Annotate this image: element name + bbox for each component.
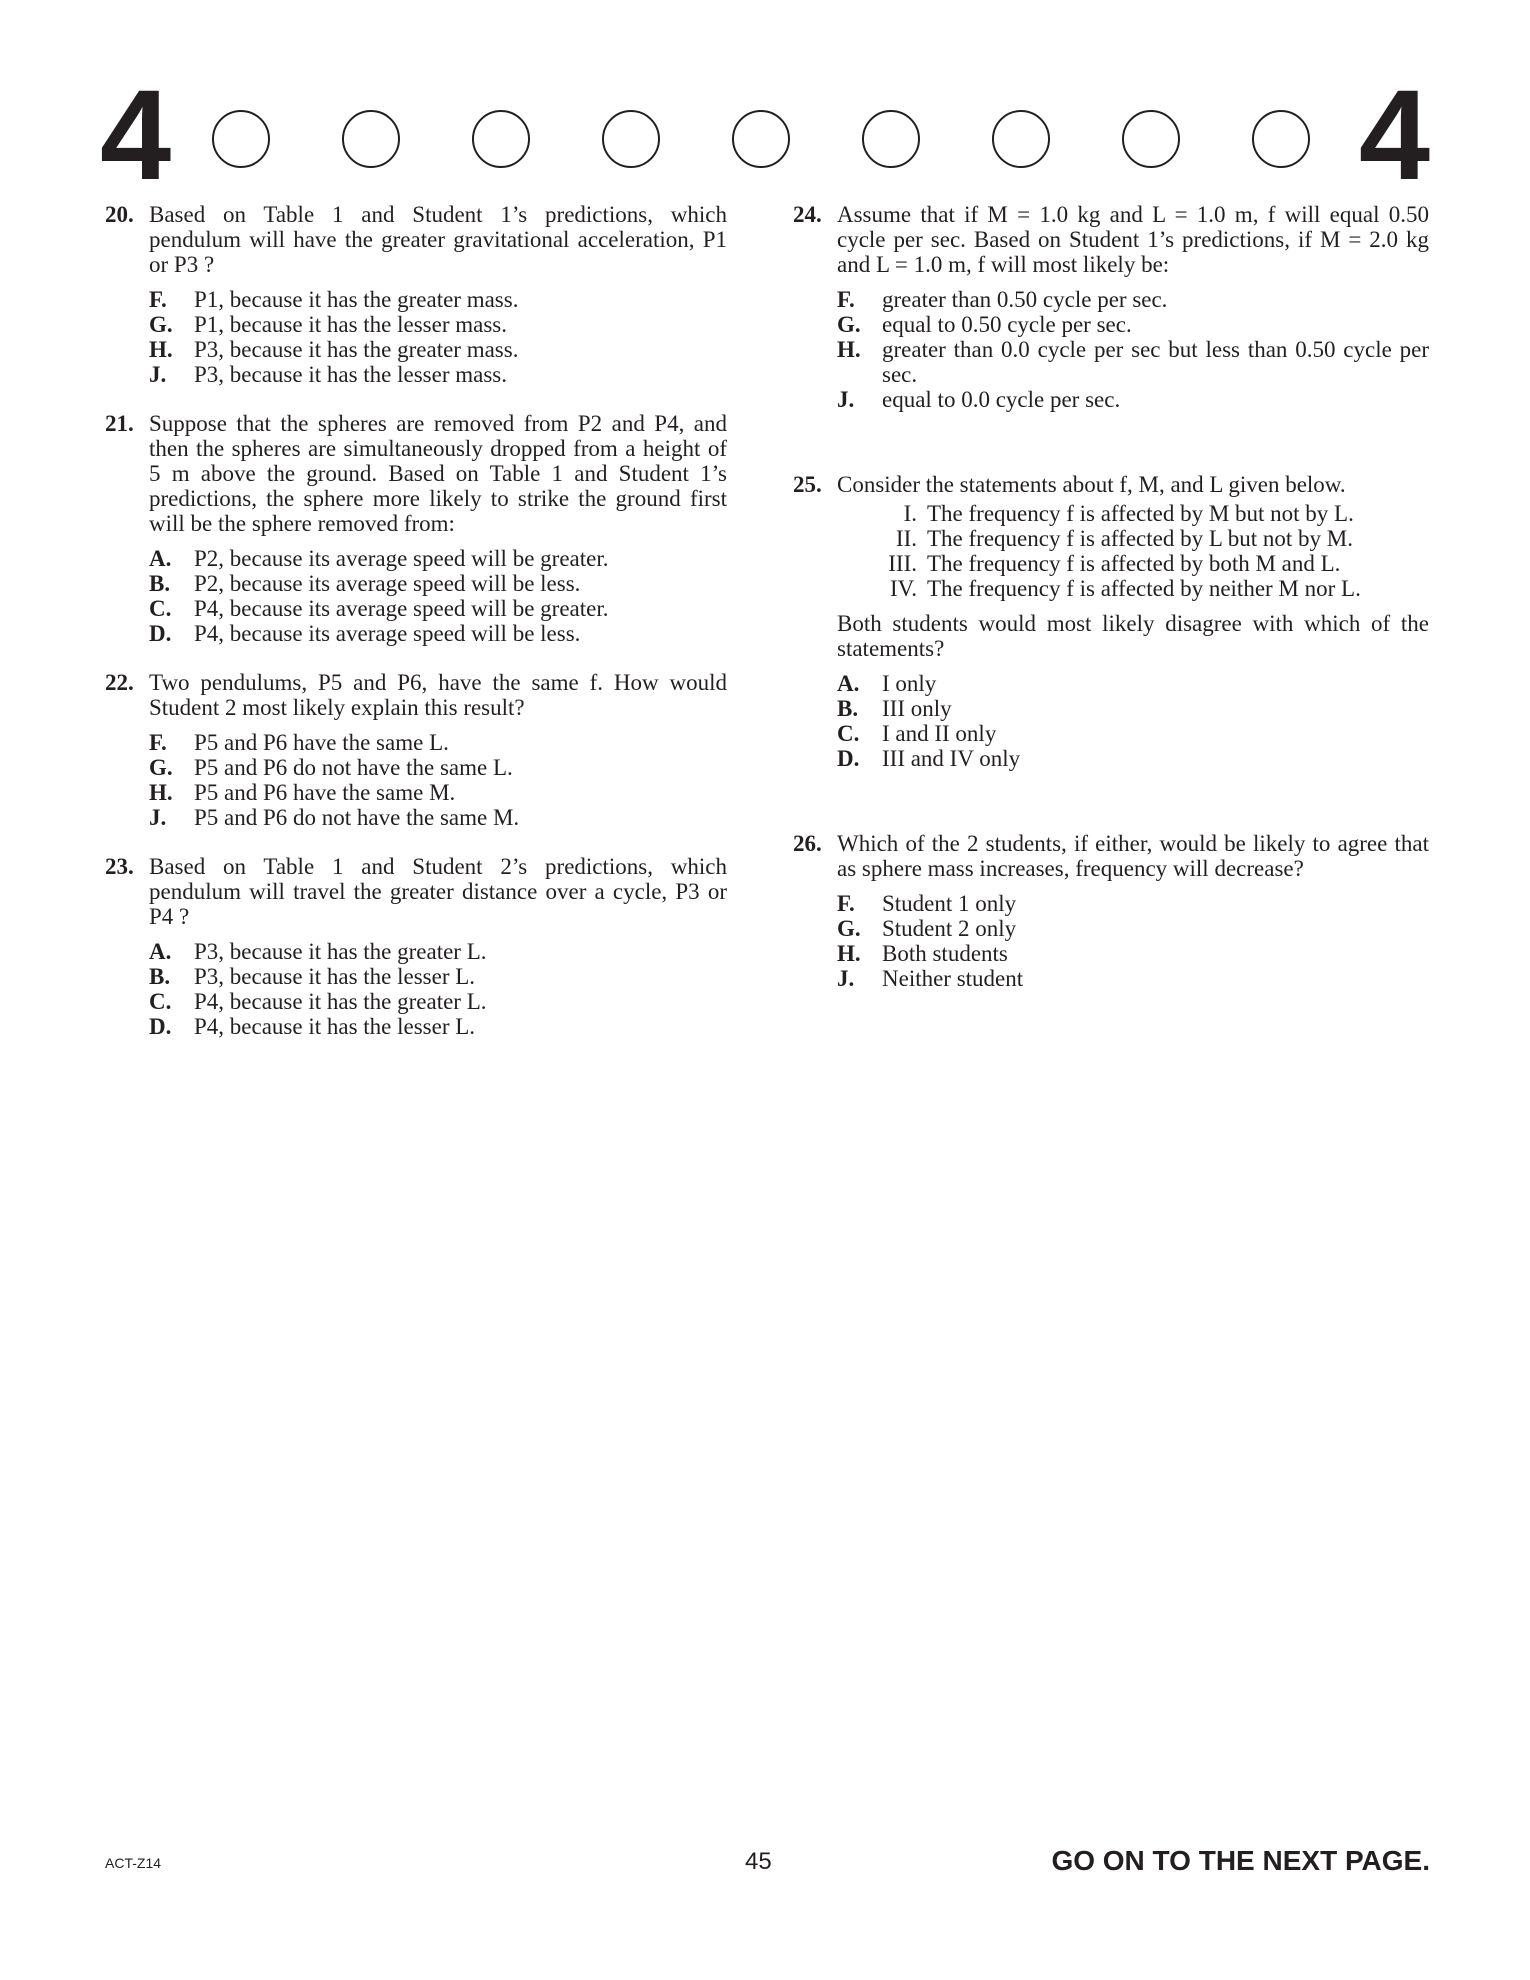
question-23	[105, 854, 727, 1039]
form-code: ACT-Z14	[105, 1855, 162, 1871]
decorative-circle-icon	[212, 110, 270, 168]
decorative-circle-icon	[1252, 110, 1310, 168]
option-letter: B.	[149, 964, 171, 989]
statement-number: II.	[895, 526, 917, 551]
option-letter: B.	[149, 571, 171, 596]
answer-option[interactable]	[149, 964, 727, 989]
option-text: equal to 0.50 cycle per sec.	[882, 312, 1132, 337]
option-letter: G.	[837, 916, 861, 941]
option-letter: C.	[149, 989, 172, 1014]
answer-option[interactable]	[149, 780, 727, 805]
option-text: P3, because it has the lesser mass.	[194, 362, 507, 387]
option-text: Student 1 only	[882, 891, 1017, 916]
option-text: P2, because its average speed will be less.	[194, 571, 581, 596]
decorative-circle-icon	[862, 110, 920, 168]
answer-option[interactable]	[149, 939, 727, 964]
option-text: P5 and P6 do not have the same L.	[194, 755, 513, 780]
statement-number: I.	[903, 501, 917, 526]
question-number: 26.	[793, 831, 822, 856]
question-number: 21.	[105, 411, 134, 436]
section-number-left: 4	[100, 64, 172, 207]
statement-text: The frequency f is affected by M but not by L.	[927, 501, 1354, 526]
page-number: 45	[745, 1848, 772, 1875]
answer-option[interactable]	[149, 337, 727, 362]
option-letter: D.	[837, 746, 860, 771]
question-stem: Two pendulums, P5 and P6, have the same f. How would Student 2 most likely explain this result?	[149, 670, 727, 720]
option-text: I and II only	[882, 721, 997, 746]
option-letter: H.	[837, 941, 861, 966]
question-stem: Which of the 2 students, if either, would be likely to agree that as sphere mass increases, frequency will decrease?	[837, 831, 1429, 881]
option-letter: F.	[837, 891, 855, 916]
answer-option[interactable]	[837, 387, 1429, 412]
option-letter: H.	[837, 337, 861, 362]
answer-option[interactable]	[149, 596, 727, 621]
answer-option[interactable]	[837, 287, 1429, 312]
answer-option[interactable]	[837, 312, 1429, 337]
question-26	[793, 831, 1429, 991]
answer-option[interactable]	[837, 891, 1429, 916]
header-circles	[212, 110, 1312, 174]
answer-option[interactable]	[837, 746, 1429, 771]
option-text: P4, because it has the greater L.	[194, 989, 487, 1014]
option-letter: C.	[149, 596, 172, 621]
option-letter: D.	[149, 1014, 172, 1039]
question-number: 25.	[793, 472, 822, 497]
question-25	[793, 472, 1429, 771]
option-text: P1, because it has the lesser mass.	[194, 312, 507, 337]
answer-option[interactable]	[837, 941, 1429, 966]
option-letter: A.	[149, 546, 172, 571]
option-text: P5 and P6 have the same M.	[194, 780, 456, 805]
question-stem: Suppose that the spheres are removed from P2 and P4, and then the spheres are simultaneously dropped from a height of 5 m above the ground. Based on Table 1 and Student 1’s predictions, the sphere more likely to strike the ground first will be the sphere removed from:	[149, 411, 727, 536]
decorative-circle-icon	[732, 110, 790, 168]
answer-option[interactable]	[149, 546, 727, 571]
decorative-circle-icon	[1122, 110, 1180, 168]
answer-option[interactable]	[149, 805, 727, 830]
option-letter: J.	[149, 362, 167, 387]
roman-statement	[837, 576, 1429, 601]
statement-text: The frequency f is affected by both M and L.	[927, 551, 1341, 576]
question-number: 24.	[793, 202, 822, 227]
option-text: P3, because it has the greater mass.	[194, 337, 519, 362]
option-letter: G.	[837, 312, 861, 337]
decorative-circle-icon	[472, 110, 530, 168]
option-text: III only	[882, 696, 952, 721]
question-number: 22.	[105, 670, 134, 695]
option-text: P4, because it has the lesser L.	[194, 1014, 476, 1039]
statement-text: The frequency f is affected by L but not by M.	[927, 526, 1354, 551]
answer-option[interactable]	[837, 696, 1429, 721]
option-text: P2, because its average speed will be greater.	[194, 546, 609, 571]
option-letter: J.	[837, 966, 855, 991]
option-letter: F.	[149, 287, 167, 312]
question-stem: Based on Table 1 and Student 2’s predictions, which pendulum will travel the greater distance over a cycle, P3 or P4 ?	[149, 854, 727, 929]
question-number: 20.	[105, 202, 134, 227]
option-letter: J.	[837, 387, 855, 412]
option-text: P3, because it has the greater L.	[194, 939, 487, 964]
answer-option[interactable]	[149, 571, 727, 596]
option-letter: G.	[149, 312, 173, 337]
option-text: P1, because it has the greater mass.	[194, 287, 519, 312]
question-22	[105, 670, 727, 830]
option-text: Student 2 only	[882, 916, 1017, 941]
question-21	[105, 411, 727, 646]
option-text: equal to 0.0 cycle per sec.	[882, 387, 1121, 412]
statement-text: The frequency f is affected by neither M nor L.	[927, 576, 1361, 601]
answer-option[interactable]	[149, 621, 727, 646]
option-letter: H.	[149, 780, 173, 805]
option-text: P5 and P6 do not have the same M.	[194, 805, 520, 830]
option-letter: F.	[837, 287, 855, 312]
answer-option[interactable]	[837, 916, 1429, 941]
answer-option[interactable]	[149, 755, 727, 780]
left-column	[105, 202, 727, 1063]
roman-statement	[837, 526, 1429, 551]
question-20	[105, 202, 727, 387]
question-stem: Based on Table 1 and Student 1’s predictions, which pendulum will have the greater gravitational acceleration, P1 or P3 ?	[149, 202, 727, 277]
option-text: P4, because its average speed will be greater.	[194, 596, 609, 621]
answer-option[interactable]	[149, 287, 727, 312]
answer-option[interactable]	[149, 312, 727, 337]
option-text: greater than 0.50 cycle per sec.	[882, 287, 1168, 312]
answer-option[interactable]	[149, 1014, 727, 1039]
option-letter: H.	[149, 337, 173, 362]
question-number: 23.	[105, 854, 134, 879]
option-letter: G.	[149, 755, 173, 780]
answer-option[interactable]	[837, 337, 1429, 387]
option-text: P4, because its average speed will be less.	[194, 621, 581, 646]
option-text: III and IV only	[882, 746, 1021, 771]
answer-option[interactable]	[149, 362, 727, 387]
question-24	[793, 202, 1429, 412]
statement-number: IV.	[889, 576, 917, 601]
option-letter: C.	[837, 721, 860, 746]
decorative-circle-icon	[602, 110, 660, 168]
option-text: Neither student	[882, 966, 1024, 991]
option-text: Both students	[882, 941, 1008, 966]
option-letter: F.	[149, 730, 167, 755]
option-text: P5 and P6 have the same L.	[194, 730, 449, 755]
next-page-notice: GO ON TO THE NEXT PAGE.	[1051, 1845, 1430, 1876]
option-text: I only	[882, 671, 937, 696]
option-letter: D.	[149, 621, 172, 646]
option-text: P3, because it has the lesser L.	[194, 964, 476, 989]
section-number-right: 4	[1358, 64, 1430, 207]
decorative-circle-icon	[342, 110, 400, 168]
followup-question: Both students would most likely disagree with which of the statements?	[837, 611, 1429, 661]
decorative-circle-icon	[992, 110, 1050, 168]
question-stem: Assume that if M = 1.0 kg and L = 1.0 m, f will equal 0.50 cycle per sec. Based on Student 1’s predictions, if M = 2.0 kg and L = 1.0 m, f will most likely be:	[837, 202, 1429, 277]
option-letter: J.	[149, 805, 167, 830]
answer-option[interactable]	[837, 671, 1429, 696]
question-stem: Consider the statements about f, M, and L given below.	[837, 472, 1346, 497]
answer-option[interactable]	[149, 730, 727, 755]
answer-option[interactable]	[149, 989, 727, 1014]
option-letter: A.	[149, 939, 172, 964]
answer-option[interactable]	[837, 721, 1429, 746]
option-letter: B.	[837, 696, 859, 721]
roman-statement	[837, 501, 1429, 526]
roman-statement	[837, 551, 1429, 576]
answer-option[interactable]	[837, 966, 1429, 991]
right-column	[793, 202, 1429, 1015]
option-text: greater than 0.0 cycle per sec but less than 0.50 cycle per sec.	[882, 337, 1429, 387]
option-letter: A.	[837, 671, 860, 696]
statement-number: III.	[888, 551, 917, 576]
